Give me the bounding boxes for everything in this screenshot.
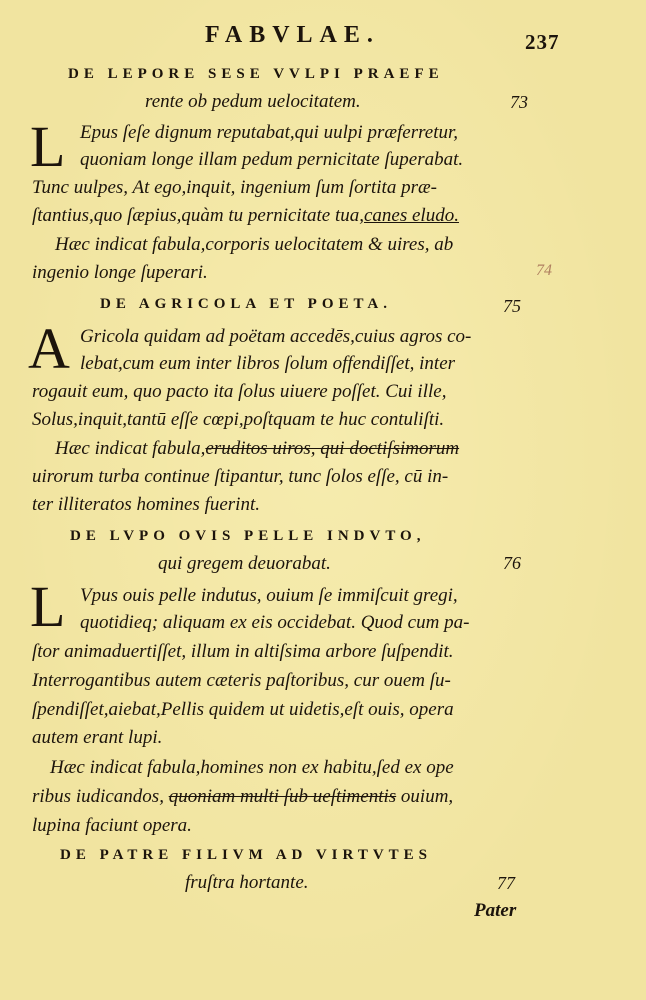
fable-heading: DE PATRE FILIVM AD VIRTVTES bbox=[60, 847, 433, 863]
moral-line: uirorum turba continue ſtipantur, tunc ſolos eſſe, cū in- bbox=[32, 466, 449, 487]
fable-number: 73 bbox=[510, 92, 528, 112]
moral-line: lupina faciunt opera. bbox=[32, 815, 192, 836]
moral-line: ter illiteratos homines fuerint. bbox=[32, 494, 260, 515]
text-line: ſtantius,quo ſæpius,quàm tu pernicitate tua,canes eludo. bbox=[32, 205, 459, 226]
text-line: Vpus ouis pelle indutus, ouium ſe immiſcuit gregi, bbox=[80, 585, 458, 606]
text-line: ſpendiſſet,aiebat,Pellis quidem ut uidetis,eſt ouis, opera bbox=[32, 699, 454, 720]
text-line: Tunc uulpes, At ego,inquit, ingenium ſum ſortita præ- bbox=[32, 177, 437, 198]
moral-line: ribus iudicandos, quoniam multi ſub ueſtimentis ouium, bbox=[32, 786, 454, 807]
fable-heading-cont: fruſtra hortante. bbox=[185, 872, 309, 893]
fable-heading-cont: rente ob pedum uelocitatem. bbox=[145, 91, 361, 112]
margin-annotation: 74 bbox=[536, 262, 552, 279]
drop-cap: L bbox=[30, 574, 66, 639]
moral-line: ingenio longe ſuperari. bbox=[32, 262, 208, 283]
text-line: ſtor animaduertiſſet, illum in altiſsima arbore ſuſpendit. bbox=[32, 641, 454, 662]
text-line: rogauit eum, quo pacto ita ſolus uiuere poſſet. Cui ille, bbox=[32, 381, 447, 402]
moral-line: Hæc indicat fabula,eruditos uiros, qui doctiſsimorum bbox=[55, 438, 460, 459]
fable-heading: DE LVPO OVIS PELLE INDVTO, bbox=[70, 528, 426, 544]
text-line: lebat,cum eum inter libros ſolum offendiſſet, inter bbox=[80, 353, 456, 374]
catchword: Pater bbox=[474, 900, 517, 921]
fable-number: 76 bbox=[503, 553, 521, 573]
fable-number: 77 bbox=[497, 873, 515, 893]
text-line: quotidieq; aliquam ex eis occidebat. Quod cum pa- bbox=[80, 612, 470, 633]
text-line: quoniam longe illam pedum pernicitate ſuperabat. bbox=[80, 149, 464, 170]
running-head: FABVLAE. bbox=[205, 22, 380, 48]
drop-cap: L bbox=[30, 114, 66, 179]
drop-cap: A bbox=[28, 316, 70, 381]
moral-line: Hæc indicat fabula,homines non ex habitu,ſed ex ope bbox=[50, 757, 454, 778]
text-line: Solus,inquit,tantū eſſe cœpi,poſtquam te huc contuliſti. bbox=[32, 409, 445, 430]
moral-line: Hæc indicat fabula,corporis uelocitatem & uires, ab bbox=[55, 234, 454, 255]
text-line: Epus ſeſe dignum reputabat,qui uulpi præferretur, bbox=[80, 122, 459, 143]
text-line: autem erant lupi. bbox=[32, 727, 163, 748]
fable-heading-cont: qui gregem deuorabat. bbox=[158, 553, 331, 574]
text-line: Interrogantibus autem cæteris paſtoribus, cur ouem ſu- bbox=[32, 670, 451, 691]
fable-number: 75 bbox=[503, 296, 521, 316]
text-line: Gricola quidam ad poëtam accedēs,cuius agros co- bbox=[80, 326, 472, 347]
page-number: 237 bbox=[525, 30, 560, 54]
fable-heading: DE LEPORE SESE VVLPI PRAEFE bbox=[68, 66, 444, 82]
fable-heading: DE AGRICOLA ET POETA. bbox=[100, 296, 392, 312]
